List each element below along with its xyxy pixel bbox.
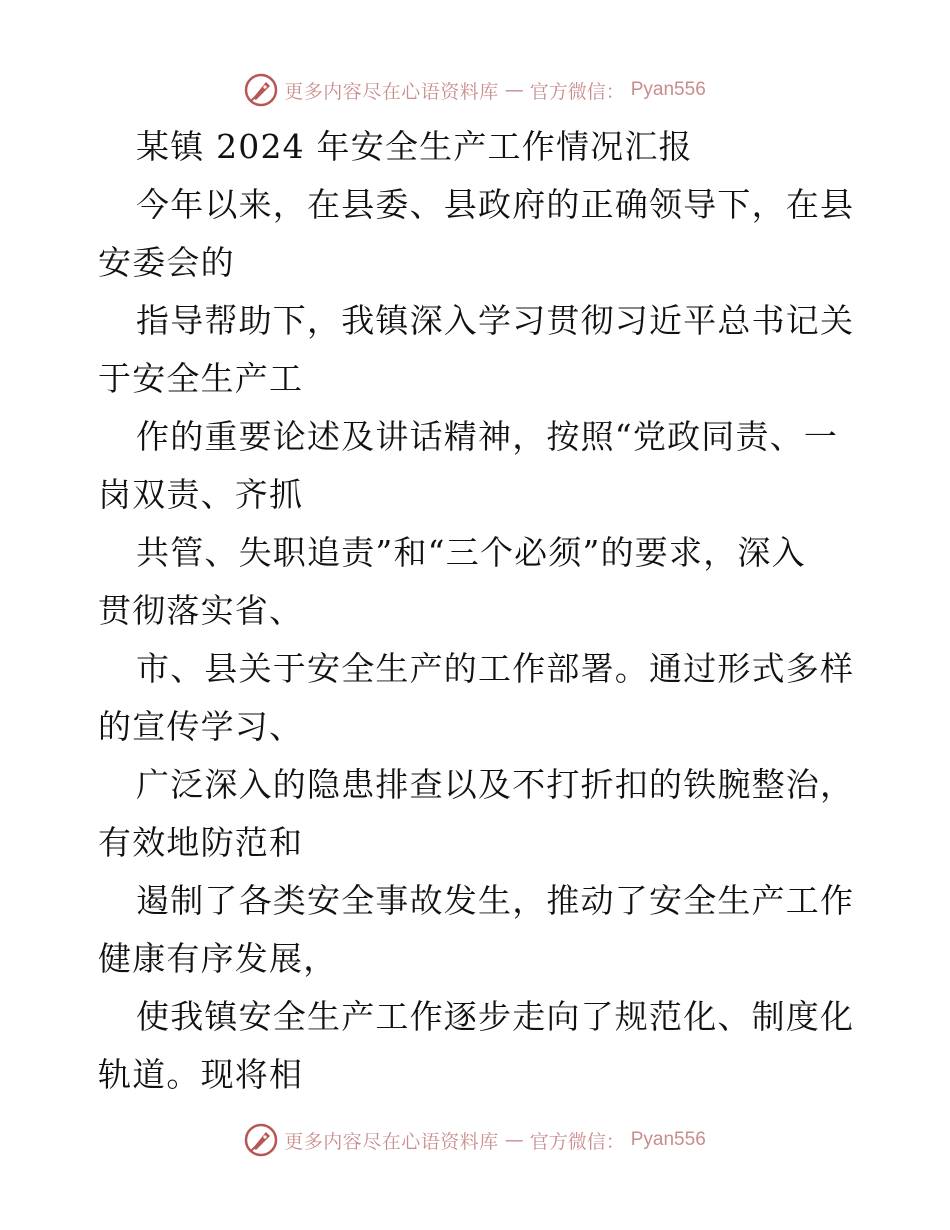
text-line: 岗双责、齐抓 <box>98 475 304 514</box>
text-line: 健康有序发展， <box>98 939 338 978</box>
banner-wechat-label: 官方微信： <box>529 1130 625 1153</box>
banner-wechat-id: Pyan556 <box>630 1129 706 1150</box>
text-line: 共管、失职追责”和“三个必须”的要求，深入 <box>136 533 806 572</box>
document-title: 某镇 2024 年安全生产工作情况汇报 <box>136 127 693 166</box>
banner-separator: — <box>504 1129 524 1151</box>
banner-brand-text: 更多内容尽在心语资料库 <box>284 80 499 103</box>
text-line: 今年以来，在县委、县政府的正确领导下，在县 <box>136 185 855 224</box>
text-line: 指导帮助下，我镇深入学习贯彻习近平总书记关 <box>136 301 855 340</box>
text-line: 轨道。现将相 <box>98 1055 304 1094</box>
text-line: 的宣传学习、 <box>98 707 304 746</box>
text-line: 广泛深入的隐患排查以及不打折扣的铁腕整治， <box>136 765 855 804</box>
banner-wechat-label: 官方微信： <box>529 80 625 103</box>
pen-nib-logo-icon <box>244 73 278 107</box>
text-line: 遏制了各类安全事故发生，推动了安全生产工作 <box>136 881 855 920</box>
text-line: 有效地防范和 <box>98 823 304 862</box>
text-line: 使我镇安全生产工作逐步走向了规范化、制度化 <box>136 997 855 1036</box>
text-line: 市、县关于安全生产的工作部署。通过形式多样 <box>136 649 855 688</box>
text-line: 于安全生产工 <box>98 359 304 398</box>
document-body <box>98 118 858 1104</box>
banner-wechat-id: Pyan556 <box>630 79 706 100</box>
banner-separator: — <box>504 79 524 101</box>
text-line: 作的重要论述及讲话精神，按照“党政同责、一 <box>136 417 839 456</box>
text-line: 贯彻落实省、 <box>98 591 304 630</box>
footer-watermark-banner <box>0 1120 950 1160</box>
header-watermark-banner <box>0 70 950 110</box>
text-line: 安委会的 <box>98 243 235 282</box>
banner-brand-text: 更多内容尽在心语资料库 <box>284 1130 499 1153</box>
pen-nib-logo-icon <box>244 1123 278 1157</box>
